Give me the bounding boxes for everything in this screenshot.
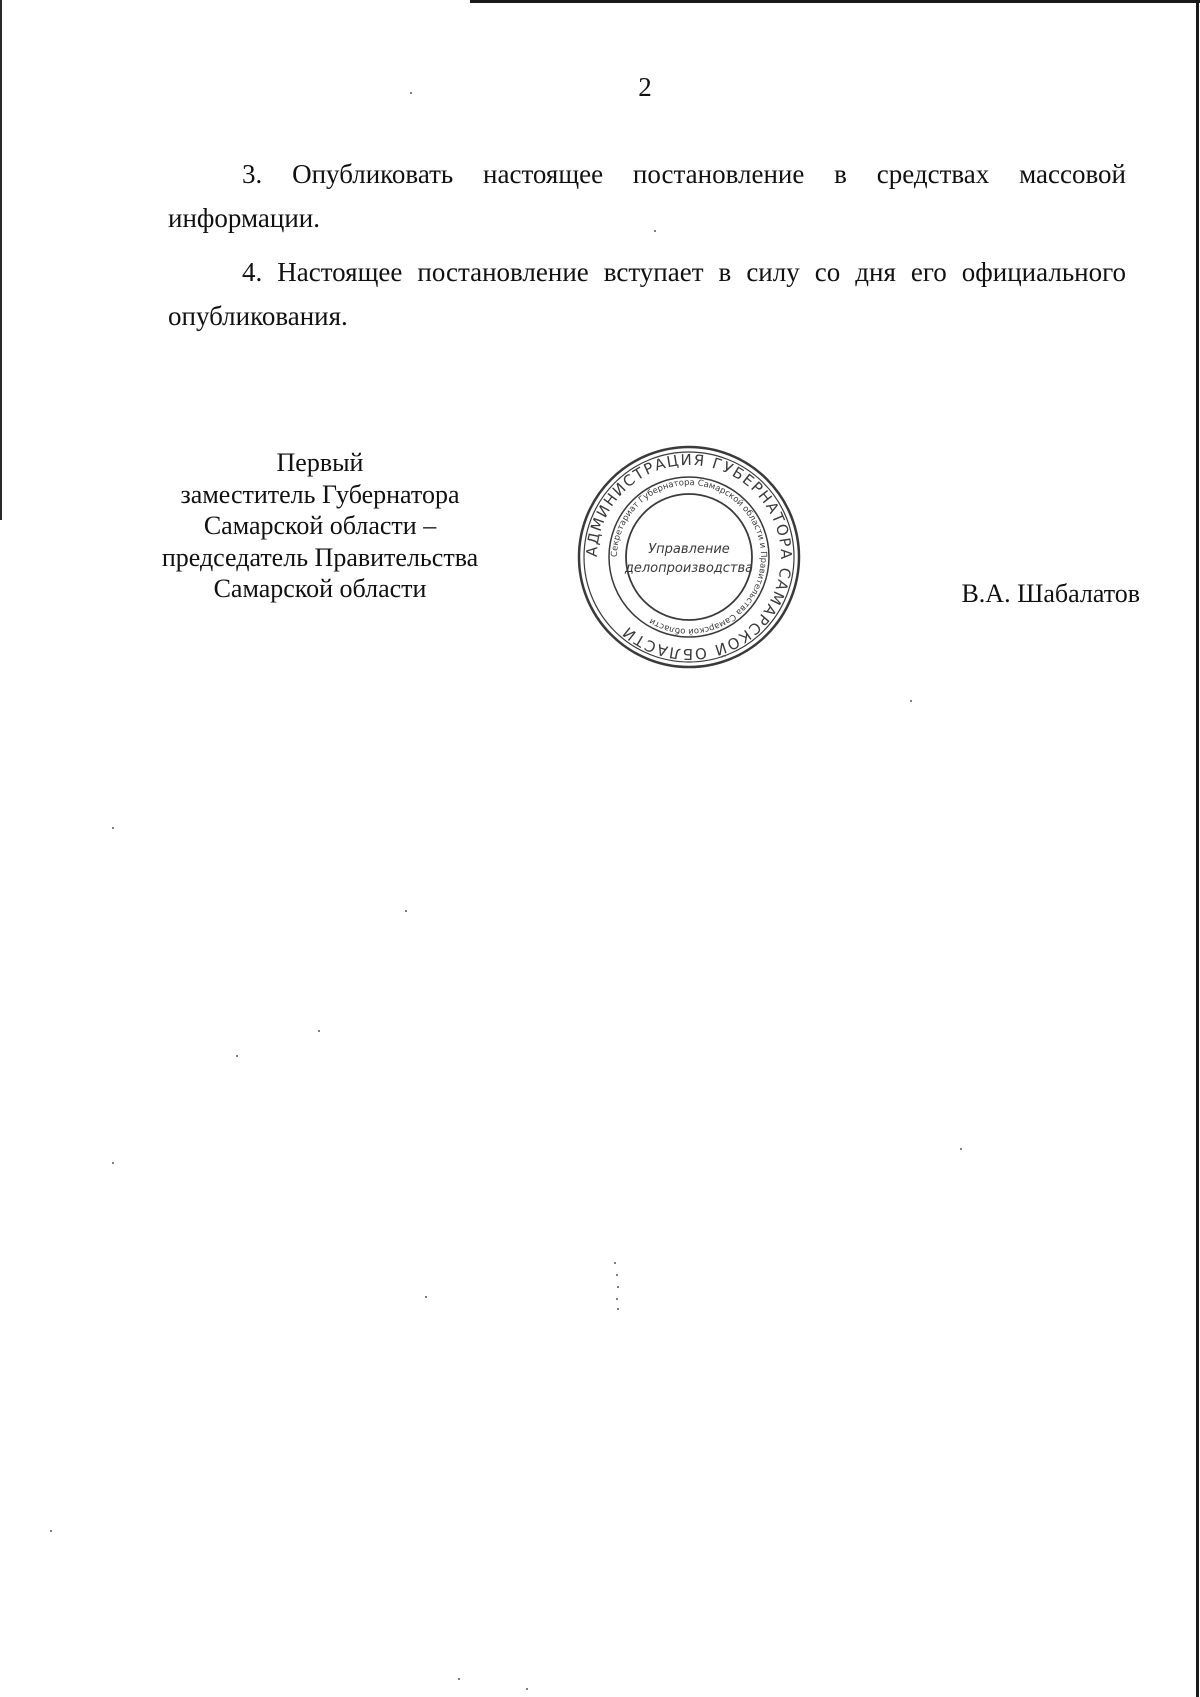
signer-title <box>140 447 500 605</box>
signer-title-line: председатель Правительства <box>161 542 479 572</box>
signer-title-line: Первый <box>276 448 364 477</box>
signer-title-line: Самарской области – <box>203 511 437 540</box>
scan-edge-top <box>470 0 1200 3</box>
scan-edge-right <box>1196 0 1199 1697</box>
seal-center-line-1: Управление <box>648 542 730 557</box>
signer-title-line: заместитель Губернатора <box>180 479 460 509</box>
signer-title-line: Самарской области <box>213 574 427 603</box>
official-seal-stamp <box>576 444 802 670</box>
seal-center-line-2: делопроизводства <box>624 561 754 576</box>
seal-inner-text: Секретариат Губернатора Самарской области и Правительства Самарской области <box>609 477 769 637</box>
paragraph-3: 3. Опубликовать настоящее постановление в средствах массовой информации. <box>168 159 1126 233</box>
paragraph-4: 4. Настоящее постановление вступает в силу со дня его официального опубликования. <box>168 257 1126 331</box>
page-number: 2 <box>638 72 652 102</box>
seal-outer-text: АДМИНИСТРАЦИЯ ГУБЕРНАТОРА САМАРСКОЙ ОБЛАСТИ <box>582 450 796 664</box>
signer-name: В.А. Шабалатов <box>961 579 1140 608</box>
